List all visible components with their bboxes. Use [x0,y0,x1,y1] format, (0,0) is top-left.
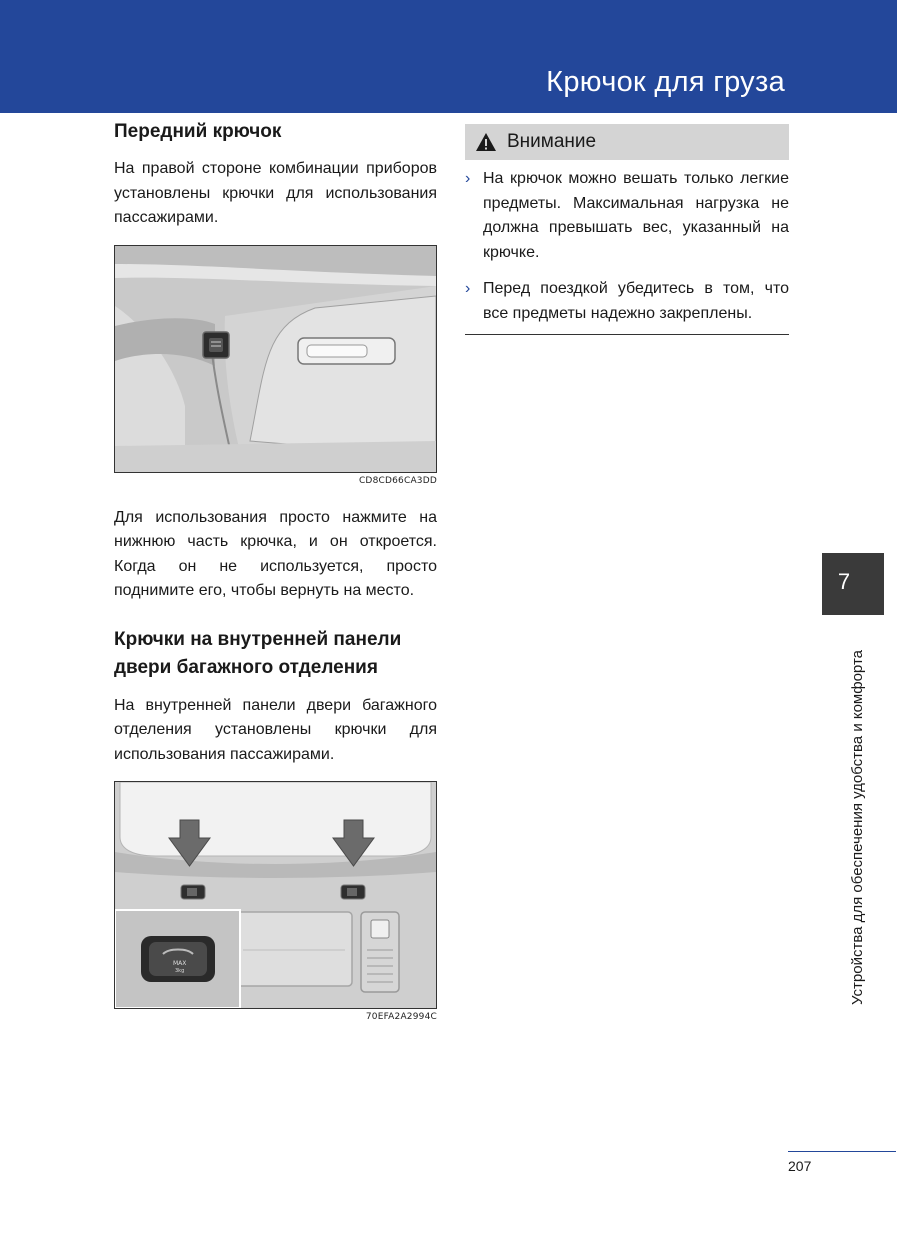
trunk-hooks-illustration [115,782,436,1008]
front-hook-description: На правой стороне комбинации приборов установлены крючки для использования пассажирами. [114,160,437,226]
figure-code: CD8CD66CA3DD [358,475,437,486]
warning-header [465,124,789,160]
trunk-hooks-figure [114,781,437,1009]
chapter-number: 7 [837,569,851,594]
trunk-hooks-description: На внутренней панели двери багажного отделения установлены крючки для использования пассажирами. [114,696,437,763]
chevron-right-icon: › [465,280,471,297]
warning-item [465,167,789,265]
hook-label-max: MAX [173,960,187,967]
chevron-right-icon: › [465,170,471,187]
warning-box [465,124,789,335]
page-title: Крючок для груза [546,66,785,98]
warning-item-text: Перед поездкой убедитесь в том, что все предметы надежно закреплены. [483,280,789,322]
hook-label-weight: 3kg [175,968,185,974]
front-hook-usage: Для использования просто нажмите на нижнюю часть крючка, и он откроется. Когда он не используется, просто поднимите его, чтобы вернуть на место. [114,508,437,599]
chapter-title-vertical: Устройства для обеспечения удобства и комфорта [849,650,866,1005]
heading-line-2: двери багажного отделения [114,656,378,678]
warning-bottom-rule [465,334,789,335]
warning-item [465,277,789,326]
section-heading-trunk-hooks [114,626,437,682]
front-hook-illustration [115,246,436,472]
section-heading-front-hook: Передний крючок [114,121,282,142]
warning-title: Внимание [507,131,597,152]
heading-line-1: Крючки на внутренней панели [114,628,402,650]
page-number: 207 [788,1158,812,1174]
chapter-tab[interactable] [822,553,884,615]
front-hook-figure [114,245,437,473]
warning-icon [475,132,497,152]
figure-code: 70EFA2A2994C [365,1012,437,1022]
warning-item-text: На крючок можно вешать только легкие предметы. Максимальная нагрузка не должна превышать вес, указанный на крючке. [483,170,789,261]
left-column [114,118,437,1022]
page-number-rule [788,1151,896,1152]
